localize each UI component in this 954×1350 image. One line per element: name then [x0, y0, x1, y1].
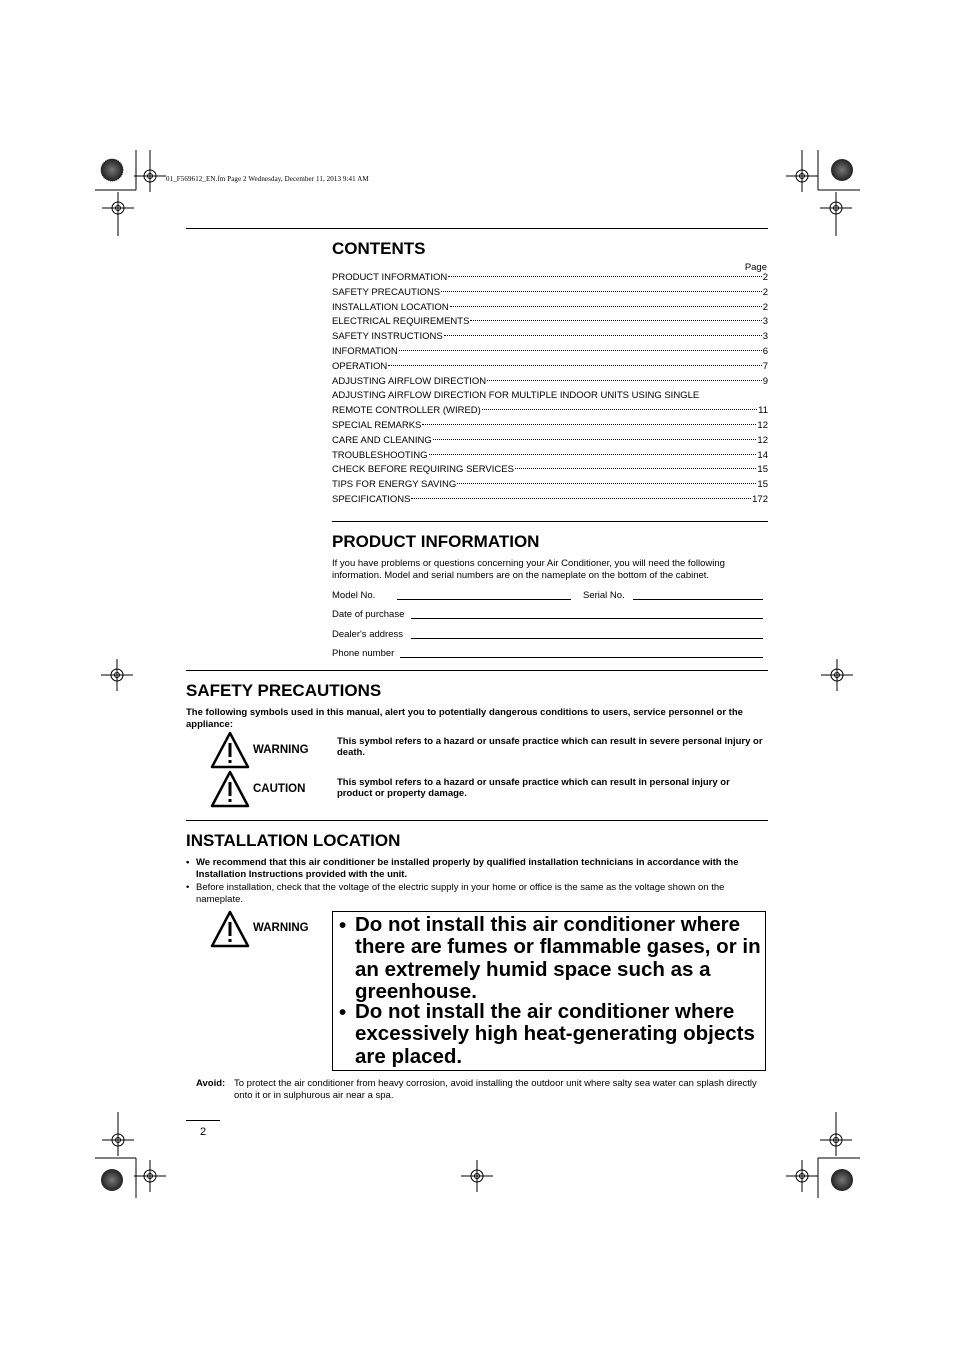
date-of-purchase-field[interactable] [411, 618, 763, 619]
warning-label: WARNING [253, 744, 309, 756]
toc-item[interactable]: SAFETY PRECAUTIONS 2 [332, 286, 768, 298]
toc-item[interactable]: INSTALLATION LOCATION 2 [332, 301, 768, 313]
serial-number-field[interactable] [633, 599, 763, 600]
toc-item[interactable]: SPECIFICATIONS 172 [332, 493, 768, 505]
page-number-rule [186, 1120, 220, 1121]
toc-item[interactable]: TROUBLESHOOTING 14 [332, 449, 768, 461]
contents-title: CONTENTS [332, 239, 426, 258]
caution-label: CAUTION [253, 783, 306, 795]
installation-warning-box: • Do not install this air conditioner where there are fumes or flammable gases, or in an extremely humid space such as a greenhouse. • Do not install the air conditioner where excessively high heat-generating objects are placed. [332, 911, 766, 1071]
product-information-title: PRODUCT INFORMATION [332, 532, 540, 551]
avoid-text: To protect the air conditioner from heavy corrosion, avoid installing the outdoor unit where salty sea water can splash directly onto it or in sulphurous air near a spa. [234, 1078, 757, 1101]
toc-item[interactable]: ADJUSTING AIRFLOW DIRECTION FOR MULTIPLE INDOOR UNITS USING SINGLE [332, 390, 700, 402]
section-rule [186, 820, 768, 821]
installation-warning-label: WARNING [253, 922, 309, 934]
safety-precautions-title: SAFETY PRECAUTIONS [186, 681, 382, 700]
toc-item[interactable]: OPERATION 7 [332, 360, 768, 372]
page-column-label: Page [744, 262, 767, 273]
table-of-contents [332, 271, 768, 508]
dealer-address-field[interactable] [411, 638, 763, 639]
file-info-header: 01_F569612_EN.fm Page 2 Wednesday, December 11, 2013 9:41 AM [166, 175, 369, 183]
serial-number-label: Serial No. [583, 590, 625, 601]
toc-item[interactable]: CHECK BEFORE REQUIRING SERVICES 15 [332, 464, 768, 476]
toc-item[interactable]: CARE AND CLEANING 12 [332, 434, 768, 446]
caution-description: This symbol refers to a hazard or unsafe practice which can result in personal injury or product or property damage. [337, 777, 730, 799]
safety-intro: The following symbols used in this manual, alert you to potentially dangerous conditions to users, service personnel or the appliance: [186, 707, 743, 730]
top-rule [186, 228, 768, 229]
warning-statement: Do not install this air conditioner where there are fumes or flammable gases, or in an extremely humid space such as a greenhouse. [355, 913, 761, 1004]
model-number-field[interactable] [397, 599, 571, 600]
installation-bullet: • Before installation, check that the voltage of the electric supply in your home or office is the same as the voltage shown on the nameplate. [186, 882, 725, 905]
toc-item[interactable]: INFORMATION 6 [332, 345, 768, 357]
toc-item[interactable]: ELECTRICAL REQUIREMENTS 3 [332, 316, 768, 328]
product-information-intro: If you have problems or questions concerning your Air Conditioner, you will need the following information. Model and serial numbers are on the nameplate on the bottom of the cabinet. [332, 558, 725, 581]
warning-triangle-icon [210, 910, 250, 948]
toc-item[interactable]: REMOTE CONTROLLER (WIRED) 11 [332, 405, 768, 417]
phone-number-field[interactable] [400, 657, 763, 658]
section-rule [332, 521, 768, 522]
warning-description: This symbol refers to a hazard or unsafe practice which can result in severe personal injury or death. [337, 736, 763, 758]
caution-triangle-icon [210, 770, 250, 808]
section-rule [186, 670, 768, 671]
avoid-label: Avoid: [196, 1078, 226, 1089]
page-number: 2 [200, 1126, 207, 1138]
toc-item[interactable]: SPECIAL REMARKS 12 [332, 419, 768, 431]
phone-number-label: Phone number [332, 648, 395, 659]
installation-location-title: INSTALLATION LOCATION [186, 831, 401, 850]
toc-item[interactable]: ADJUSTING AIRFLOW DIRECTION 9 [332, 375, 768, 387]
toc-item[interactable]: PRODUCT INFORMATION 2 [332, 272, 768, 283]
toc-item[interactable]: TIPS FOR ENERGY SAVING 15 [332, 479, 768, 491]
warning-triangle-icon [210, 731, 250, 769]
date-of-purchase-label: Date of purchase [332, 609, 405, 620]
installation-bullet: • We recommend that this air conditioner be installed properly by qualified installation technicians in accordance with the Installation Instructions provided with the unit. [186, 857, 739, 880]
warning-statement: Do not install the air conditioner where excessively high heat-generating objects are placed. [355, 1000, 755, 1068]
toc-item[interactable]: SAFETY INSTRUCTIONS 3 [332, 331, 768, 343]
dealer-address-label: Dealer's address [332, 629, 403, 640]
model-number-label: Model No. [332, 590, 376, 601]
